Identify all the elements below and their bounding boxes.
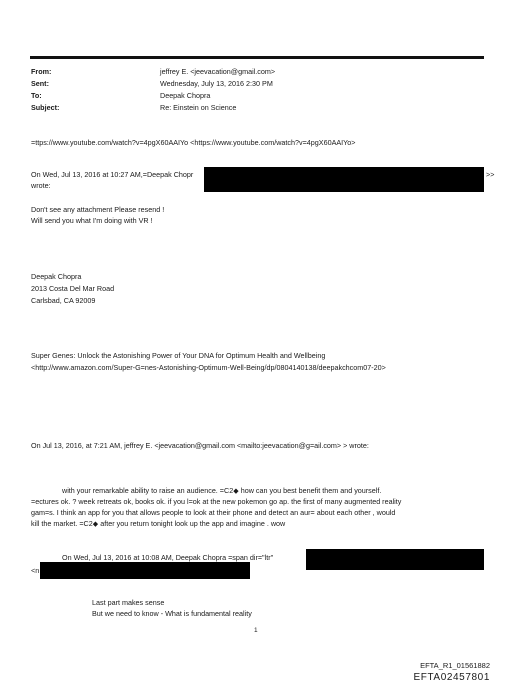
subject-label: Subject:	[31, 103, 60, 112]
from-label: From:	[31, 67, 52, 76]
quote-header-3-continued: <n	[31, 566, 40, 575]
redaction-block	[204, 167, 484, 192]
quote-header-3: On Wed, Jul 13, 2016 at 10:08 AM, Deepak Chopra =span dir="ltr"	[62, 553, 274, 562]
quote-header-2: On Jul 13, 2016, at 7:21 AM, jeffrey E. <jeevacation@gmail.com <mailto:jeevacation@g=ail.com> > wrote:	[31, 441, 369, 450]
youtube-link-line: =ttps://www.youtube.com/watch?v=4pgX60AAIYo <https://www.youtube.com/watch?v=4pgX60AAIYo>	[31, 138, 356, 147]
footer-id-2: EFTA02457801	[413, 672, 490, 683]
to-label: To:	[31, 91, 42, 100]
header-rule	[30, 56, 484, 59]
signature-address-1: 2013 Costa Del Mar Road	[31, 284, 115, 293]
book-link-line: <http://www.amazon.com/Super-G=nes-Astonishing-Optimum-Well-Being/dp/0804140138/deepakchcom07-20>	[31, 363, 386, 372]
message-line-3: gam=s. I think an app for you that allows people to look at their phone and detect an aur= about each other , would	[31, 508, 396, 517]
quote-header-1: On Wed, Jul 13, 2016 at 10:27 AM,=Deepak Chopr	[31, 170, 194, 179]
reply-line-2: Will send you what I'm doing with VR !	[31, 216, 153, 225]
subject-value: Re: Einstein on Science	[160, 103, 237, 112]
page-number: 1	[254, 627, 258, 634]
signature-name: Deepak Chopra	[31, 272, 82, 281]
signature-address-2: Carlsbad, CA 92009	[31, 296, 96, 305]
final-line-2: But we need to know - What is fundamental reality	[92, 609, 252, 618]
quote-header-1-wrote: wrote:	[31, 181, 51, 190]
reply-line-1: Don't see any attachment Please resend !	[31, 205, 165, 214]
final-line-1: Last part makes sense	[92, 598, 165, 607]
footer-id-1: EFTA_R1_01561882	[420, 661, 490, 670]
to-value: Deepak Chopra	[160, 91, 211, 100]
redaction-block	[306, 549, 484, 570]
message-line-2: =ectures ok. ? week retreats ok, books ok. if you l=ok at the new pokemon go ap. the first of many augmented reality	[31, 497, 402, 506]
book-title-line: Super Genes: Unlock the Astonishing Power of Your DNA for Optimum Health and Wellbeing	[31, 351, 326, 360]
quote-header-1-tail: >>	[486, 170, 495, 179]
sent-label: Sent:	[31, 79, 49, 88]
redaction-block	[40, 562, 250, 579]
message-line-4: kill the market. =C2◆ after you return tonight look up the app and imagine . wow	[31, 519, 286, 528]
sent-value: Wednesday, July 13, 2016 2:30 PM	[160, 79, 273, 88]
message-line-1: with your remarkable ability to raise an audience. =C2◆ how can you best benefit them and yourself.	[62, 486, 382, 495]
from-value: jeffrey E. <jeevacation@gmail.com>	[160, 67, 276, 76]
